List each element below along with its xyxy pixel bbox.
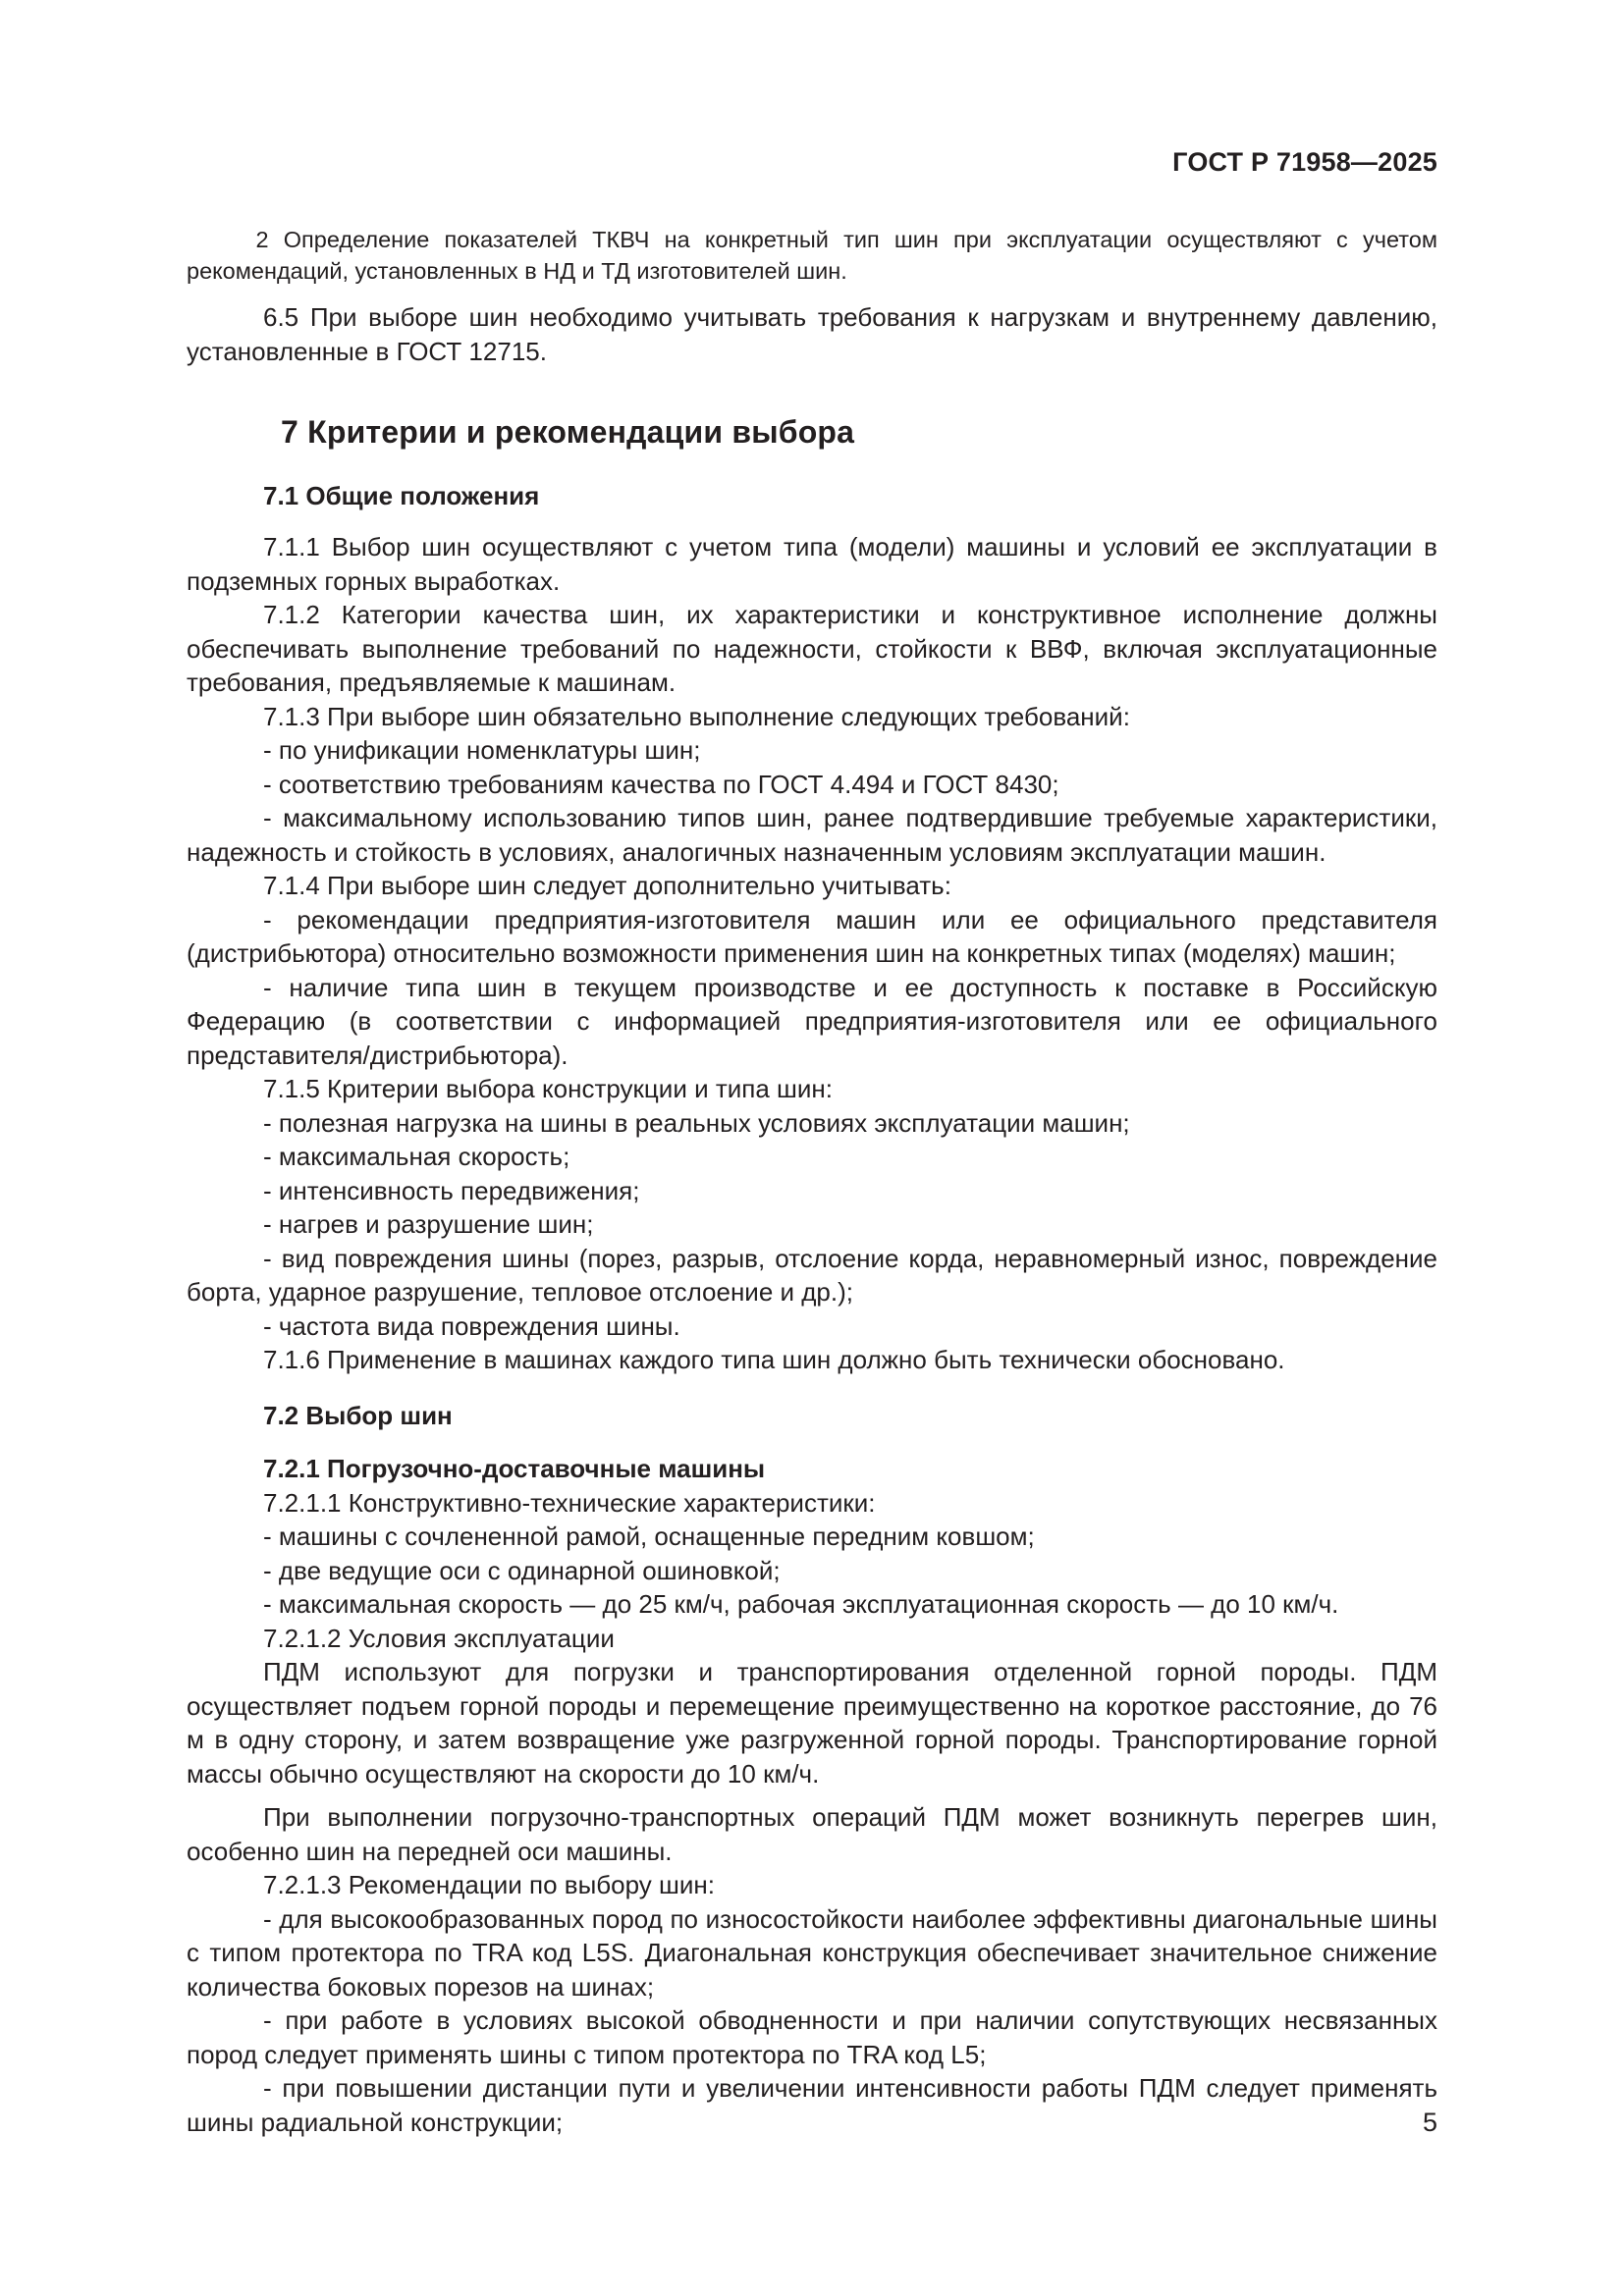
- paragraph-6-5: 6.5 При выборе шин необходимо учитывать требования к нагрузкам и внутреннему давлению, установленные в ГОСТ 12715.: [187, 302, 1437, 366]
- section-7-1-content: [187, 530, 1437, 1377]
- list-item: - рекомендации предприятия-изготовителя машин или ее официального представителя (дистрибьютора) относительно возможности применения шин на конкретных типах (моделях) машин;: [187, 904, 1437, 968]
- document-id-header: ГОСТ Р 71958—2025: [1172, 147, 1437, 177]
- paragraph: 7.1.5 Критерии выбора конструкции и типа шин:: [263, 1074, 833, 1103]
- list-item: - интенсивность передвижения;: [263, 1175, 640, 1205]
- page-number: 5: [1422, 2108, 1437, 2137]
- document-body: [187, 224, 1437, 2139]
- list-item: - максимальная скорость — до 25 км/ч, рабочая эксплуатационная скорость — до 10 км/ч.: [263, 1589, 1339, 1619]
- paragraph: 7.1.6 Применение в машинах каждого типа шин должно быть технически обосновано.: [263, 1345, 1285, 1374]
- list-item: - по унификации номенклатуры шин;: [263, 735, 701, 765]
- list-item: - для высокообразованных пород по износостойкости наиболее эффективны диагональные шины с типом протектора по TRA код L5S. Диагональная конструкция обеспечивает значительное снижение количества боковых порезов на шинах;: [187, 1903, 1437, 2002]
- list-item: - при работе в условиях высокой обводненности и при наличии сопутствующих несвязанных пород следует применять шины с типом протектора по TRA код L5;: [187, 2005, 1437, 2069]
- paragraph: 7.1.2 Категории качества шин, их характеристики и конструктивное исполнение должны обеспечивать выполнение требований по надежности, стойкости к ВВФ, включая эксплуатационные требования, предъявляемые к машинам.: [187, 600, 1437, 697]
- list-item: - максимальная скорость;: [263, 1142, 570, 1171]
- list-item: - вид повреждения шины (порез, разрыв, отслоение корда, неравномерный износ, повреждение борта, ударное разрушение, тепловое отслоение и др.);: [187, 1243, 1437, 1307]
- paragraph: При выполнении погрузочно-транспортных операций ПДМ может возникнуть перегрев шин, особенно шин на передней оси машины.: [187, 1802, 1437, 1866]
- list-item: - наличие типа шин в текущем производстве и ее доступность к поставке в Российскую Федерацию (в соответствии с информацией предприятия-изготовителя или ее официального представителя/дистрибьютора).: [187, 972, 1437, 1070]
- list-item: - частота вида повреждения шины.: [263, 1310, 680, 1341]
- section-7-2-title: 7.2 Выбор шин: [263, 1400, 453, 1430]
- paragraph: 7.1.1 Выбор шин осуществляют с учетом типа (модели) машины и условий ее эксплуатации в подземных горных выработках.: [187, 532, 1437, 596]
- section-7-2-1-content: [187, 1486, 1437, 2140]
- section-7-1-title: 7.1 Общие положения: [263, 480, 540, 510]
- note-2: 2 Определение показателей ТКВЧ на конкретный тип шин при эксплуатации осуществляют с учетом рекомендаций, установленных в НД и ТД изготовителей шин.: [187, 227, 1437, 284]
- paragraph: 7.1.3 При выборе шин обязательно выполнение следующих требований:: [263, 701, 1130, 731]
- list-item: - соответствию требованиям качества по ГОСТ 4.494 и ГОСТ 8430;: [263, 769, 1059, 799]
- list-item: - максимальному использованию типов шин, ранее подтвердившие требуемые характеристики, надежность и стойкость в условиях, аналогичных назначенным условиям эксплуатации машин.: [187, 803, 1437, 867]
- list-item: - при повышении дистанции пути и увеличении интенсивности работы ПДМ следует применять шины радиальной конструкции;: [187, 2073, 1437, 2137]
- section-7-2-1-title: 7.2.1 Погрузочно-доставочные машины: [263, 1454, 766, 1483]
- list-item: - машины с сочлененной рамой, оснащенные передним ковшом;: [263, 1522, 1035, 1551]
- paragraph: 7.2.1.3 Рекомендации по выбору шин:: [263, 1870, 715, 1899]
- paragraph: 7.2.1.2 Условия эксплуатации: [263, 1623, 615, 1653]
- paragraph: 7.2.1.1 Конструктивно-технические характеристики:: [263, 1487, 876, 1518]
- list-item: - полезная нагрузка на шины в реальных условиях эксплуатации машин;: [263, 1107, 1130, 1138]
- list-item: - две ведущие оси с одинарной ошиновкой;: [263, 1555, 781, 1585]
- paragraph: ПДМ используют для погрузки и транспортирования отделенной горной породы. ПДМ осуществляет подъем горной породы и перемещение преимущественно на короткое расстояние, до 76 м в одну сторону, и затем возвращение уже разгруженной горной породы. Транспортирование горной массы обычно осуществляют на скорости до 10 км/ч.: [187, 1657, 1437, 1789]
- section-7-title: 7 Критерии и рекомендации выбора: [281, 414, 855, 450]
- paragraph: 7.1.4 При выборе шин следует дополнительно учитывать:: [263, 871, 951, 900]
- list-item: - нагрев и разрушение шин;: [263, 1209, 594, 1239]
